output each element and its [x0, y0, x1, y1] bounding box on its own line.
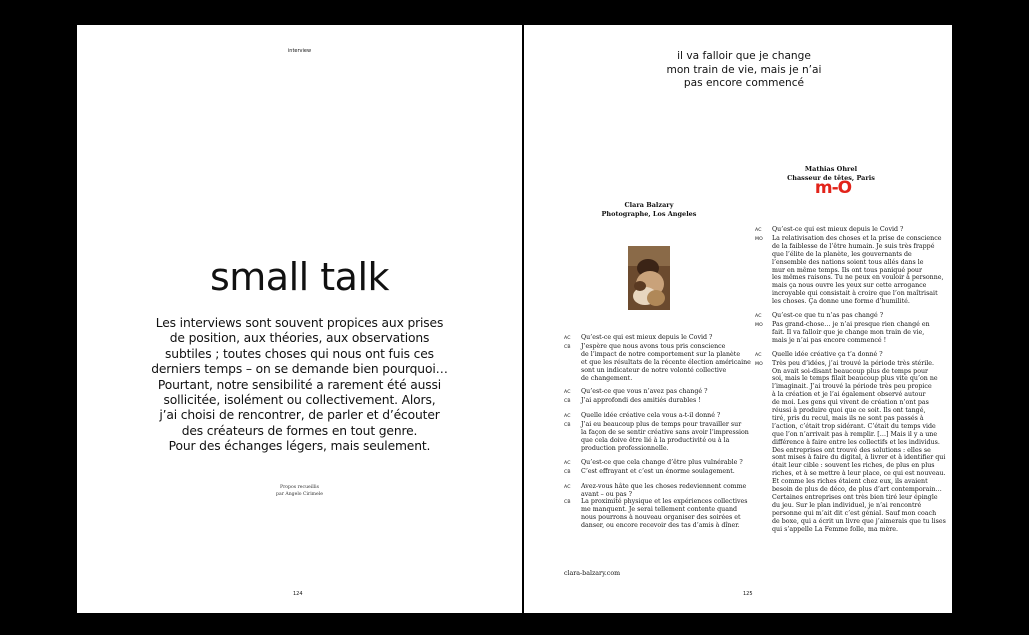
- speaker-initials: MO: [755, 322, 763, 328]
- pull-quote: il va falloir que je change mon train de vie, mais je n’ai pas encore commencé: [666, 50, 822, 89]
- qa-text: C’est effrayant et c’est un énorme soulagement.: [581, 467, 735, 475]
- speaker-initials: AC: [755, 352, 762, 358]
- qa-line: [755, 351, 947, 360]
- qa-text: Qu’est-ce que vous n’avez pas changé ?: [581, 388, 708, 396]
- qa-line: [564, 421, 764, 453]
- speaker-initials: CB: [564, 500, 571, 506]
- left-page: [77, 25, 522, 613]
- article-title: small talk: [209, 255, 390, 299]
- qa-line: [755, 235, 947, 306]
- speaker-initials: CB: [564, 469, 571, 475]
- qa-text: Qu’est-ce que cela change d’être plus vulnérable ?: [581, 458, 743, 466]
- mo-logo: m-O: [814, 178, 852, 198]
- qa-text: J’ai approfondi des amitiés durables !: [581, 397, 701, 405]
- qa-line: [564, 459, 764, 468]
- byline-line-2: par Angelo Cirimele: [276, 492, 323, 497]
- qa-text: Avez-vous hâte que les choses redeviennent comme avant – ou pas ?: [581, 482, 747, 498]
- qa-line: [564, 483, 764, 499]
- qa-line: [564, 343, 764, 383]
- speaker-initials: MO: [755, 236, 763, 242]
- portrait-image: [628, 246, 670, 310]
- right-interviewee-role: Chasseur de têtes, Paris: [787, 173, 875, 182]
- qa-text: Quelle idée créative ça t’a donné ?: [772, 350, 883, 358]
- speaker-initials: AC: [564, 484, 571, 490]
- qa-line: [564, 388, 764, 397]
- qa-text: Qu’est-ce qui est mieux depuis le Covid ?: [772, 226, 904, 233]
- speaker-initials: AC: [564, 336, 571, 341]
- qa-line: [564, 397, 764, 406]
- page-number-left: 124: [293, 591, 303, 597]
- qa-line: [564, 498, 764, 530]
- qa-line: [755, 321, 947, 345]
- speaker-initials: CB: [564, 399, 571, 405]
- speaker-initials: AC: [755, 314, 762, 320]
- qa-text: Pas grand-chose… je n’ai presque rien changé en fait. Il va falloir que je change mon train de vie, mais je n’ai pas encore commencé !: [772, 320, 930, 344]
- page-number-right: 125: [743, 591, 753, 597]
- byline: [77, 484, 522, 498]
- speaker-initials: AC: [564, 460, 571, 466]
- qa-line: [755, 360, 947, 534]
- qa-clara: [564, 334, 764, 530]
- speaker-initials: AC: [564, 390, 571, 396]
- speaker-initials: CB: [564, 423, 571, 429]
- right-page: [524, 25, 952, 613]
- qa-line: [755, 312, 947, 321]
- left-interviewee-role: Photographe, Los Angeles: [601, 209, 697, 218]
- qa-text: La relativisation des choses et la prise de conscience de la faiblesse de l’être humain. Je suis très frappé que l’élite de la planète, les gouvernants de l’ensemble des nations soient tous allés dans le mur en même temps. Ils ont tous paniqué pour les mêmes raisons. Tu ne peux en vouloir à personne, mais ça nous ouvre les yeux sur cette arrogance incroyable qui consistait à croire que l’on maîtrisait les choses. Ça donne une forme d’humilité.: [772, 234, 944, 306]
- qa-line: [564, 412, 764, 421]
- speaker-initials: AC: [564, 414, 571, 420]
- qa-text: J’espère que nous avons tous pris conscience de l’impact de notre comportement sur la planète et que les résultats de la récente élection américaine sont un indicateur de notre volonté collective de changement.: [581, 342, 751, 382]
- qa-text: J’ai eu beaucoup plus de temps pour travailler sur la façon de se sentir créative sans avoir l’impression que cela doive être lié à la productivité ou à la production professionnelle.: [581, 421, 749, 452]
- qa-line: [564, 468, 764, 477]
- section-label: interview: [287, 48, 312, 54]
- intro-paragraph: Les interviews sont souvent propices aux prises de position, aux théories, aux observations subtiles ; toutes choses qui nous ont fuis ces derniers temps – on se demande bien pourquoi… Pourtant, notre sensibilité a rarement été aussi sollicitée, isolément ou collectivement. Alors, j’ai choisi de rencontrer, de parler et d’écouter des créateurs de formes en tout genre. Pour des échanges légers, mais seulement.: [151, 316, 448, 454]
- qa-line: [564, 334, 764, 343]
- qa-text: La proximité physique et les expériences collectives me manquent. Je serai tellement contente quand nous pourrons à nouveau organiser des soirées et danser, ou encore recevoir des tas d’amis à dîner.: [581, 498, 748, 530]
- left-interviewee-header: [579, 201, 719, 218]
- qa-text: Qu’est-ce que tu n’as pas changé ?: [772, 312, 884, 320]
- portrait-photo: [628, 246, 670, 310]
- qa-line: [755, 226, 947, 235]
- qa-text: Très peu d’idées, j’ai trouvé la période très stérile. On avait soi-disant beaucoup plus de temps pour soi, mais le temps filait beaucoup plus vite qu’on ne l’imaginait. J’ai trouvé la période très peu propice à la création et je l’ai également observé autour de moi. Les gens qui vivent de création n’ont pas réussi à produire quoi que ce soit. Ils ont tangé, tiré, pris du recul, mais ils ne sont pas passés à l’action, c’était trop sidérant. C’était du temps vide que l’on n’arrivait pas à remplir. […] Mais il y a une différence à faire entre les collectifs et les individus. Des entreprises ont trouvé des solutions : elles se sont mises à faire du digital, à livrer et à identifier qui était leur cible : souvent les riches, de plus en plus riches, et à se mettre à leur place, ce qui est nouveau. Et comme les riches étaient chez eux, ils avaient besoin de plus de déco, de plus d’art contemporain… Certaines entreprises ont très bien tiré leur épingle du jeu. Sur le plan individuel, je n’ai rencontré personne qui m’ait dit c’est génial. Sauf mon coach de boxe, qui a écrit un livre que j’aimerais que tu lises qui s’appelle La Femme folle, ma mère.: [772, 359, 946, 533]
- website-link[interactable]: clara-balzary.com: [564, 570, 621, 577]
- speaker-initials: MO: [755, 361, 763, 367]
- speaker-initials: AC: [755, 228, 762, 233]
- qa-text: Qu’est-ce qui est mieux depuis le Covid ?: [581, 334, 713, 341]
- byline-line-1: Propos recueillis: [280, 485, 319, 490]
- speaker-initials: CB: [564, 344, 571, 350]
- right-interviewee-name: Mathias Ohrel: [804, 165, 858, 173]
- left-interviewee-name: Clara Balzary: [624, 201, 674, 209]
- qa-text: Quelle idée créative cela vous a-t-il donné ?: [581, 412, 721, 420]
- qa-mathias: [755, 226, 947, 534]
